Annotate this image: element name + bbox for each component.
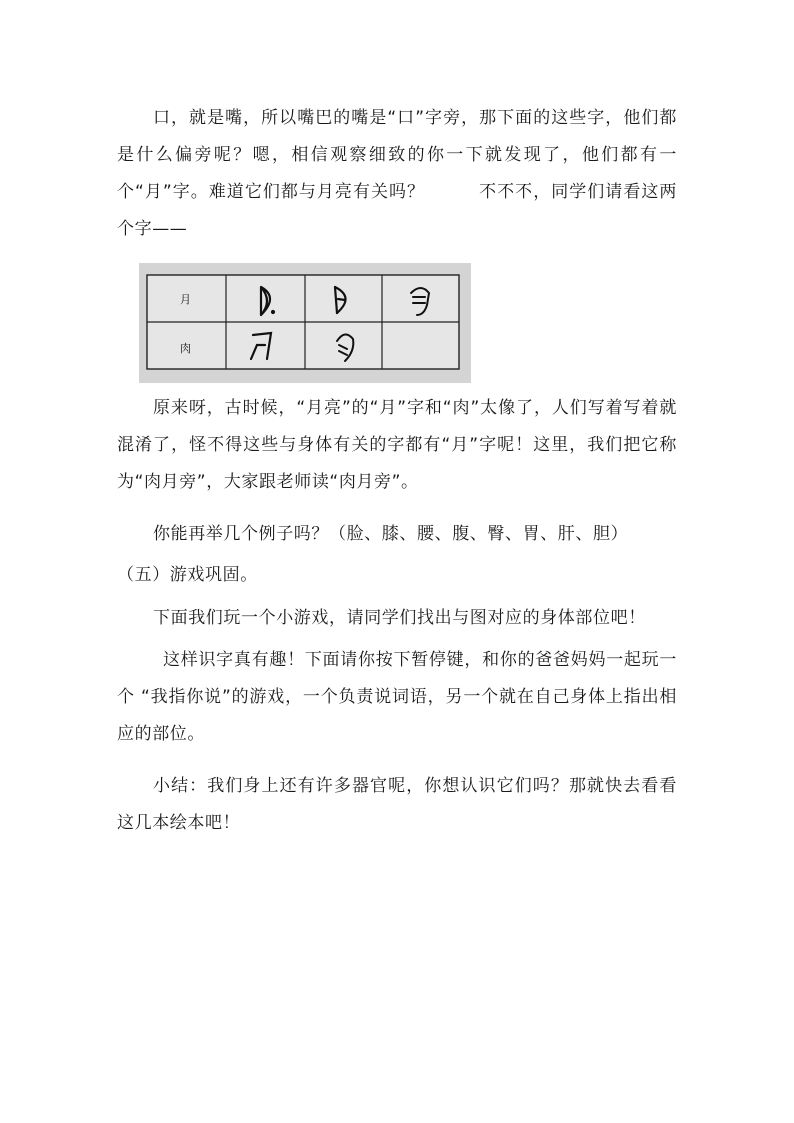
row-label-moon: 月	[180, 293, 191, 306]
paragraph-examples: 你能再举几个例子吗？（脸、膝、腰、腹、臀、胃、肝、胆）	[153, 524, 629, 544]
ancient-characters-figure	[139, 263, 471, 383]
character-comparison-table	[139, 263, 471, 383]
section-heading-game: （五）游戏巩固。	[117, 565, 258, 585]
paragraph-game-instructions: 这样识字真有趣！下面请你按下暂停键，和你的爸爸妈妈一起玩一个 “我指你说”的游戏，一个负责说词语，另一个就在自己身体上指出相应的部位。	[117, 650, 677, 744]
paragraph-summary: 小结：我们身上还有许多器官呢，你想认识它们吗？那就快去看看这几本绘本吧！	[117, 776, 677, 833]
row-label-meat: 肉	[180, 342, 191, 355]
paragraph-game-intro: 下面我们玩一个小游戏，请同学们找出与图对应的身体部位吧！	[153, 608, 646, 628]
paragraph-intro: 口，就是嘴，所以嘴巴的嘴是“口”字旁，那下面的这些字，他们都是什么偏旁呢？嗯，相信观察细致的你一下就发现了，他们都有一个“月”字。难道它们都与月亮有关吗？ 不不不，同学们请看这两个字——	[117, 108, 677, 239]
paragraph-explanation: 原来呀，古时候，“月亮”的“月”字和“肉”太像了，人们写着写着就混淆了，怪不得这些与身体有关的字都有“月”字呢！这里，我们把它称为“肉月旁”，大家跟老师读“肉月旁”。	[117, 398, 677, 492]
